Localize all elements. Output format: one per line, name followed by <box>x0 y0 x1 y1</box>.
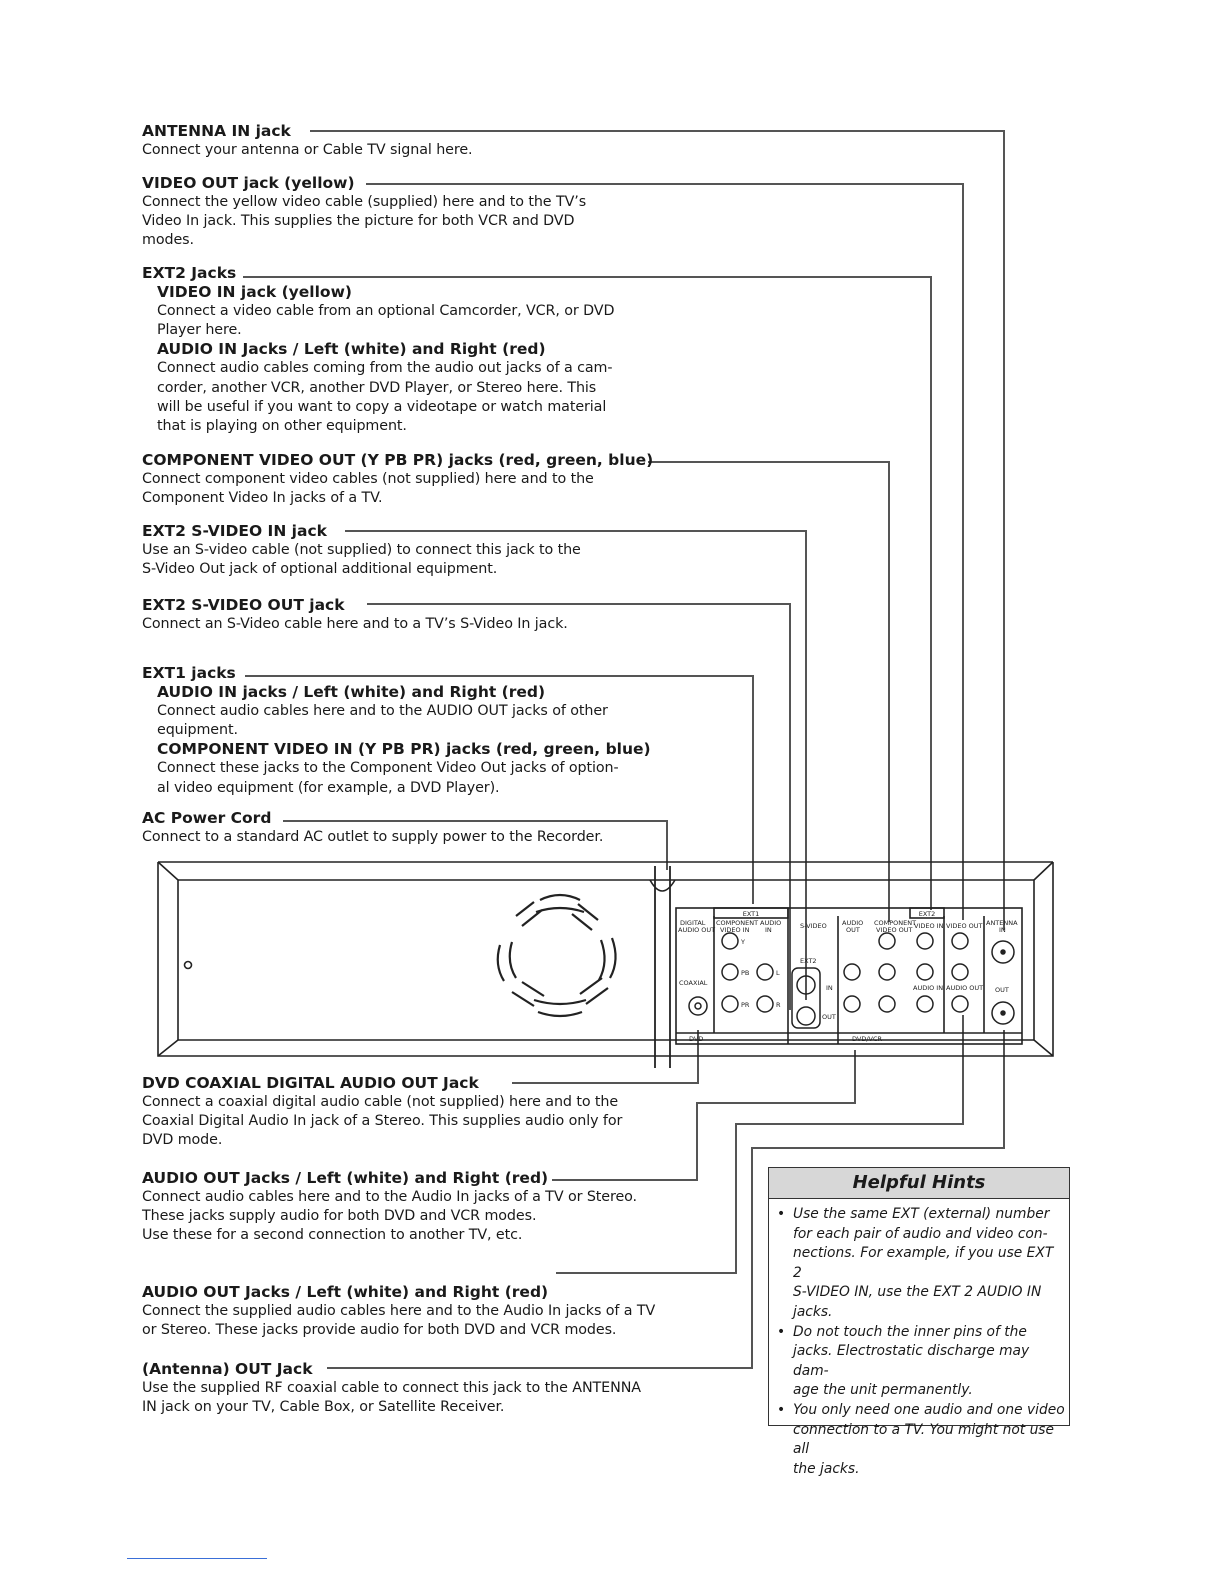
section-text: Connect the supplied audio cables here and to the Audio In jacks of a TV <box>142 1303 656 1319</box>
subsection-heading: COMPONENT VIDEO IN (Y PB PR) jacks (red, green, blue) <box>157 740 651 759</box>
subsection-heading: VIDEO IN jack (yellow) <box>157 283 352 301</box>
section-text: Use the supplied RF coaxial cable to connect this jack to the ANTENNA <box>142 1380 641 1396</box>
video-out-section <box>142 174 586 251</box>
section-text: Video In jack. This supplies the picture for both VCR and DVD <box>142 213 575 230</box>
hint-item: • You only need one audio and one video connection to a TV. You might not use all the jacks. <box>793 1401 1065 1479</box>
antenna-in-section <box>142 122 472 160</box>
antenna-out-section <box>142 1360 641 1417</box>
antenna-label: ANTENNA <box>986 919 1018 927</box>
section-heading: AUDIO OUT Jacks / Left (white) and Right (red) <box>142 1283 549 1301</box>
coaxial-label: COAXIAL <box>679 979 708 987</box>
audio-out-section-1 <box>142 1169 637 1246</box>
section-text: Use an S-video cable (not supplied) to connect this jack to the <box>142 542 581 558</box>
section-heading: EXT2 S-VIDEO OUT jack <box>142 596 345 614</box>
section-text: Connect a video cable from an optional Camcorder, VCR, or DVD <box>157 303 615 319</box>
audio-in-label: AUDIO <box>760 919 782 927</box>
section-text: that is playing on other equipment. <box>157 418 407 435</box>
section-heading: EXT2 Jacks <box>142 264 237 282</box>
video-out-label: VIDEO OUT <box>946 922 983 930</box>
ext2-section <box>142 264 614 436</box>
ac-power-section <box>142 809 603 847</box>
component-video-out-section <box>142 451 653 508</box>
section-text: Connect to a standard AC outlet to supply power to the Recorder. <box>142 829 604 845</box>
section-heading: COMPONENT VIDEO OUT (Y PB PR) jacks (red, green, blue) <box>142 451 654 469</box>
dvd-label: DVD <box>689 1035 704 1043</box>
l-label: L <box>776 969 780 977</box>
section-text: modes. <box>142 232 194 249</box>
section-heading: EXT1 jacks <box>142 664 236 682</box>
section-text: S-Video Out jack of optional additional equipment. <box>142 561 498 578</box>
ext2-label: EXT2 <box>918 910 936 918</box>
section-text: Coaxial Digital Audio In jack of a Stereo. This supplies audio only for <box>142 1113 623 1130</box>
section-text: Connect audio cables here and to the AUDIO OUT jacks of other <box>157 703 608 719</box>
coaxial-audio-section <box>142 1074 622 1151</box>
audio-in-label-2: IN <box>765 926 772 934</box>
out-label: OUT <box>822 1013 836 1021</box>
audio-out-section-2 <box>142 1283 655 1340</box>
section-text: corder, another VCR, another DVD Player, or Stereo here. This <box>157 379 597 396</box>
section-text: Component Video In jacks of a TV. <box>142 490 383 507</box>
hint-item: • Use the same EXT (external) number for each pair of audio and video con- nections. For example, if you use EXT 2 S-VIDEO IN, use the EXT 2 AUDIO IN jacks. <box>793 1205 1065 1323</box>
section-heading: (Antenna) OUT Jack <box>142 1360 313 1378</box>
ext2-small-label: EXT2 <box>800 957 817 965</box>
section-text: equipment. <box>157 722 238 739</box>
video-in-label: VIDEO IN <box>914 922 944 930</box>
section-text: Connect component video cables (not supplied) here and to the <box>142 471 594 487</box>
helpful-hints-title: Helpful Hints <box>769 1168 1069 1199</box>
section-text: Connect these jacks to the Component Video Out jacks of option- <box>157 760 619 777</box>
section-heading: AC Power Cord <box>142 809 272 827</box>
subsection-heading: AUDIO IN jacks / Left (white) and Right (red) <box>157 683 546 701</box>
section-text: will be useful if you want to copy a videotape or watch material <box>157 398 607 415</box>
r-label: R <box>776 1001 781 1009</box>
component-video-out-label-2: VIDEO OUT <box>876 926 913 934</box>
y-label: Y <box>741 938 745 946</box>
component-video-out-label: COMPONENT <box>874 919 917 927</box>
section-text: Connect your antenna or Cable TV signal here. <box>142 142 473 158</box>
helpful-hints-box <box>768 1167 1070 1477</box>
svideo-label: S-VIDEO <box>800 922 827 930</box>
section-text: or Stereo. These jacks provide audio for both DVD and VCR modes. <box>142 1322 617 1339</box>
antenna-out-label: OUT <box>995 986 1009 994</box>
section-text: Connect audio cables here and to the Audio In jacks of a TV or Stereo. <box>142 1189 637 1205</box>
section-text: These jacks supply audio for both DVD and VCR modes. <box>142 1208 537 1225</box>
section-heading: EXT2 S-VIDEO IN jack <box>142 522 327 540</box>
section-text: IN jack on your TV, Cable Box, or Satellite Receiver. <box>142 1399 505 1416</box>
section-text: al video equipment (for example, a DVD Player). <box>157 779 500 796</box>
section-heading: ANTENNA IN jack <box>142 122 291 140</box>
audio-out-label: AUDIO <box>842 919 864 927</box>
digital-audio-out-label: DIGITAL <box>680 919 706 927</box>
ext2-svideo-in-section <box>142 522 581 579</box>
audio-out-small-label: AUDIO OUT <box>946 984 984 992</box>
ext1-label: EXT1 <box>742 910 760 918</box>
audio-in-small-label: AUDIO IN <box>913 984 944 992</box>
component-video-in-label: COMPONENT <box>716 919 759 927</box>
section-text: DVD mode. <box>142 1132 223 1149</box>
ext1-section <box>142 664 651 798</box>
footer-rule <box>127 1558 267 1559</box>
section-heading: AUDIO OUT Jacks / Left (white) and Right (red) <box>142 1169 549 1187</box>
digital-audio-out-label-2: AUDIO OUT <box>678 926 716 934</box>
hint-item: • Do not touch the inner pins of the jacks. Electrostatic discharge may dam- age the unit permanently. <box>793 1323 1065 1401</box>
section-text: Connect an S-Video cable here and to a TV’s S-Video In jack. <box>142 616 568 632</box>
section-text: Connect the yellow video cable (supplied) here and to the TV’s <box>142 194 587 210</box>
audio-out-label-2: OUT <box>846 926 860 934</box>
section-text: Use these for a second connection to another TV, etc. <box>142 1227 523 1244</box>
subsection-heading: AUDIO IN Jacks / Left (white) and Right (red) <box>157 340 546 359</box>
section-text: Connect audio cables coming from the audio out jacks of a cam- <box>157 360 613 377</box>
section-text: Connect a coaxial digital audio cable (not supplied) here and to the <box>142 1094 619 1110</box>
component-video-in-label-2: VIDEO IN <box>720 926 750 934</box>
antenna-label-2: IN <box>999 926 1006 934</box>
helpful-hints-list <box>769 1205 1069 1479</box>
ext2-svideo-out-section <box>142 596 568 634</box>
section-heading: DVD COAXIAL DIGITAL AUDIO OUT Jack <box>142 1074 479 1092</box>
pb-label: PB <box>741 969 750 977</box>
section-text: Player here. <box>157 322 242 339</box>
section-heading: VIDEO OUT jack (yellow) <box>142 174 355 192</box>
dvd-vcr-label: DVD/VCR <box>852 1035 883 1043</box>
in-label: IN <box>826 984 833 992</box>
pr-label: PR <box>741 1001 750 1009</box>
